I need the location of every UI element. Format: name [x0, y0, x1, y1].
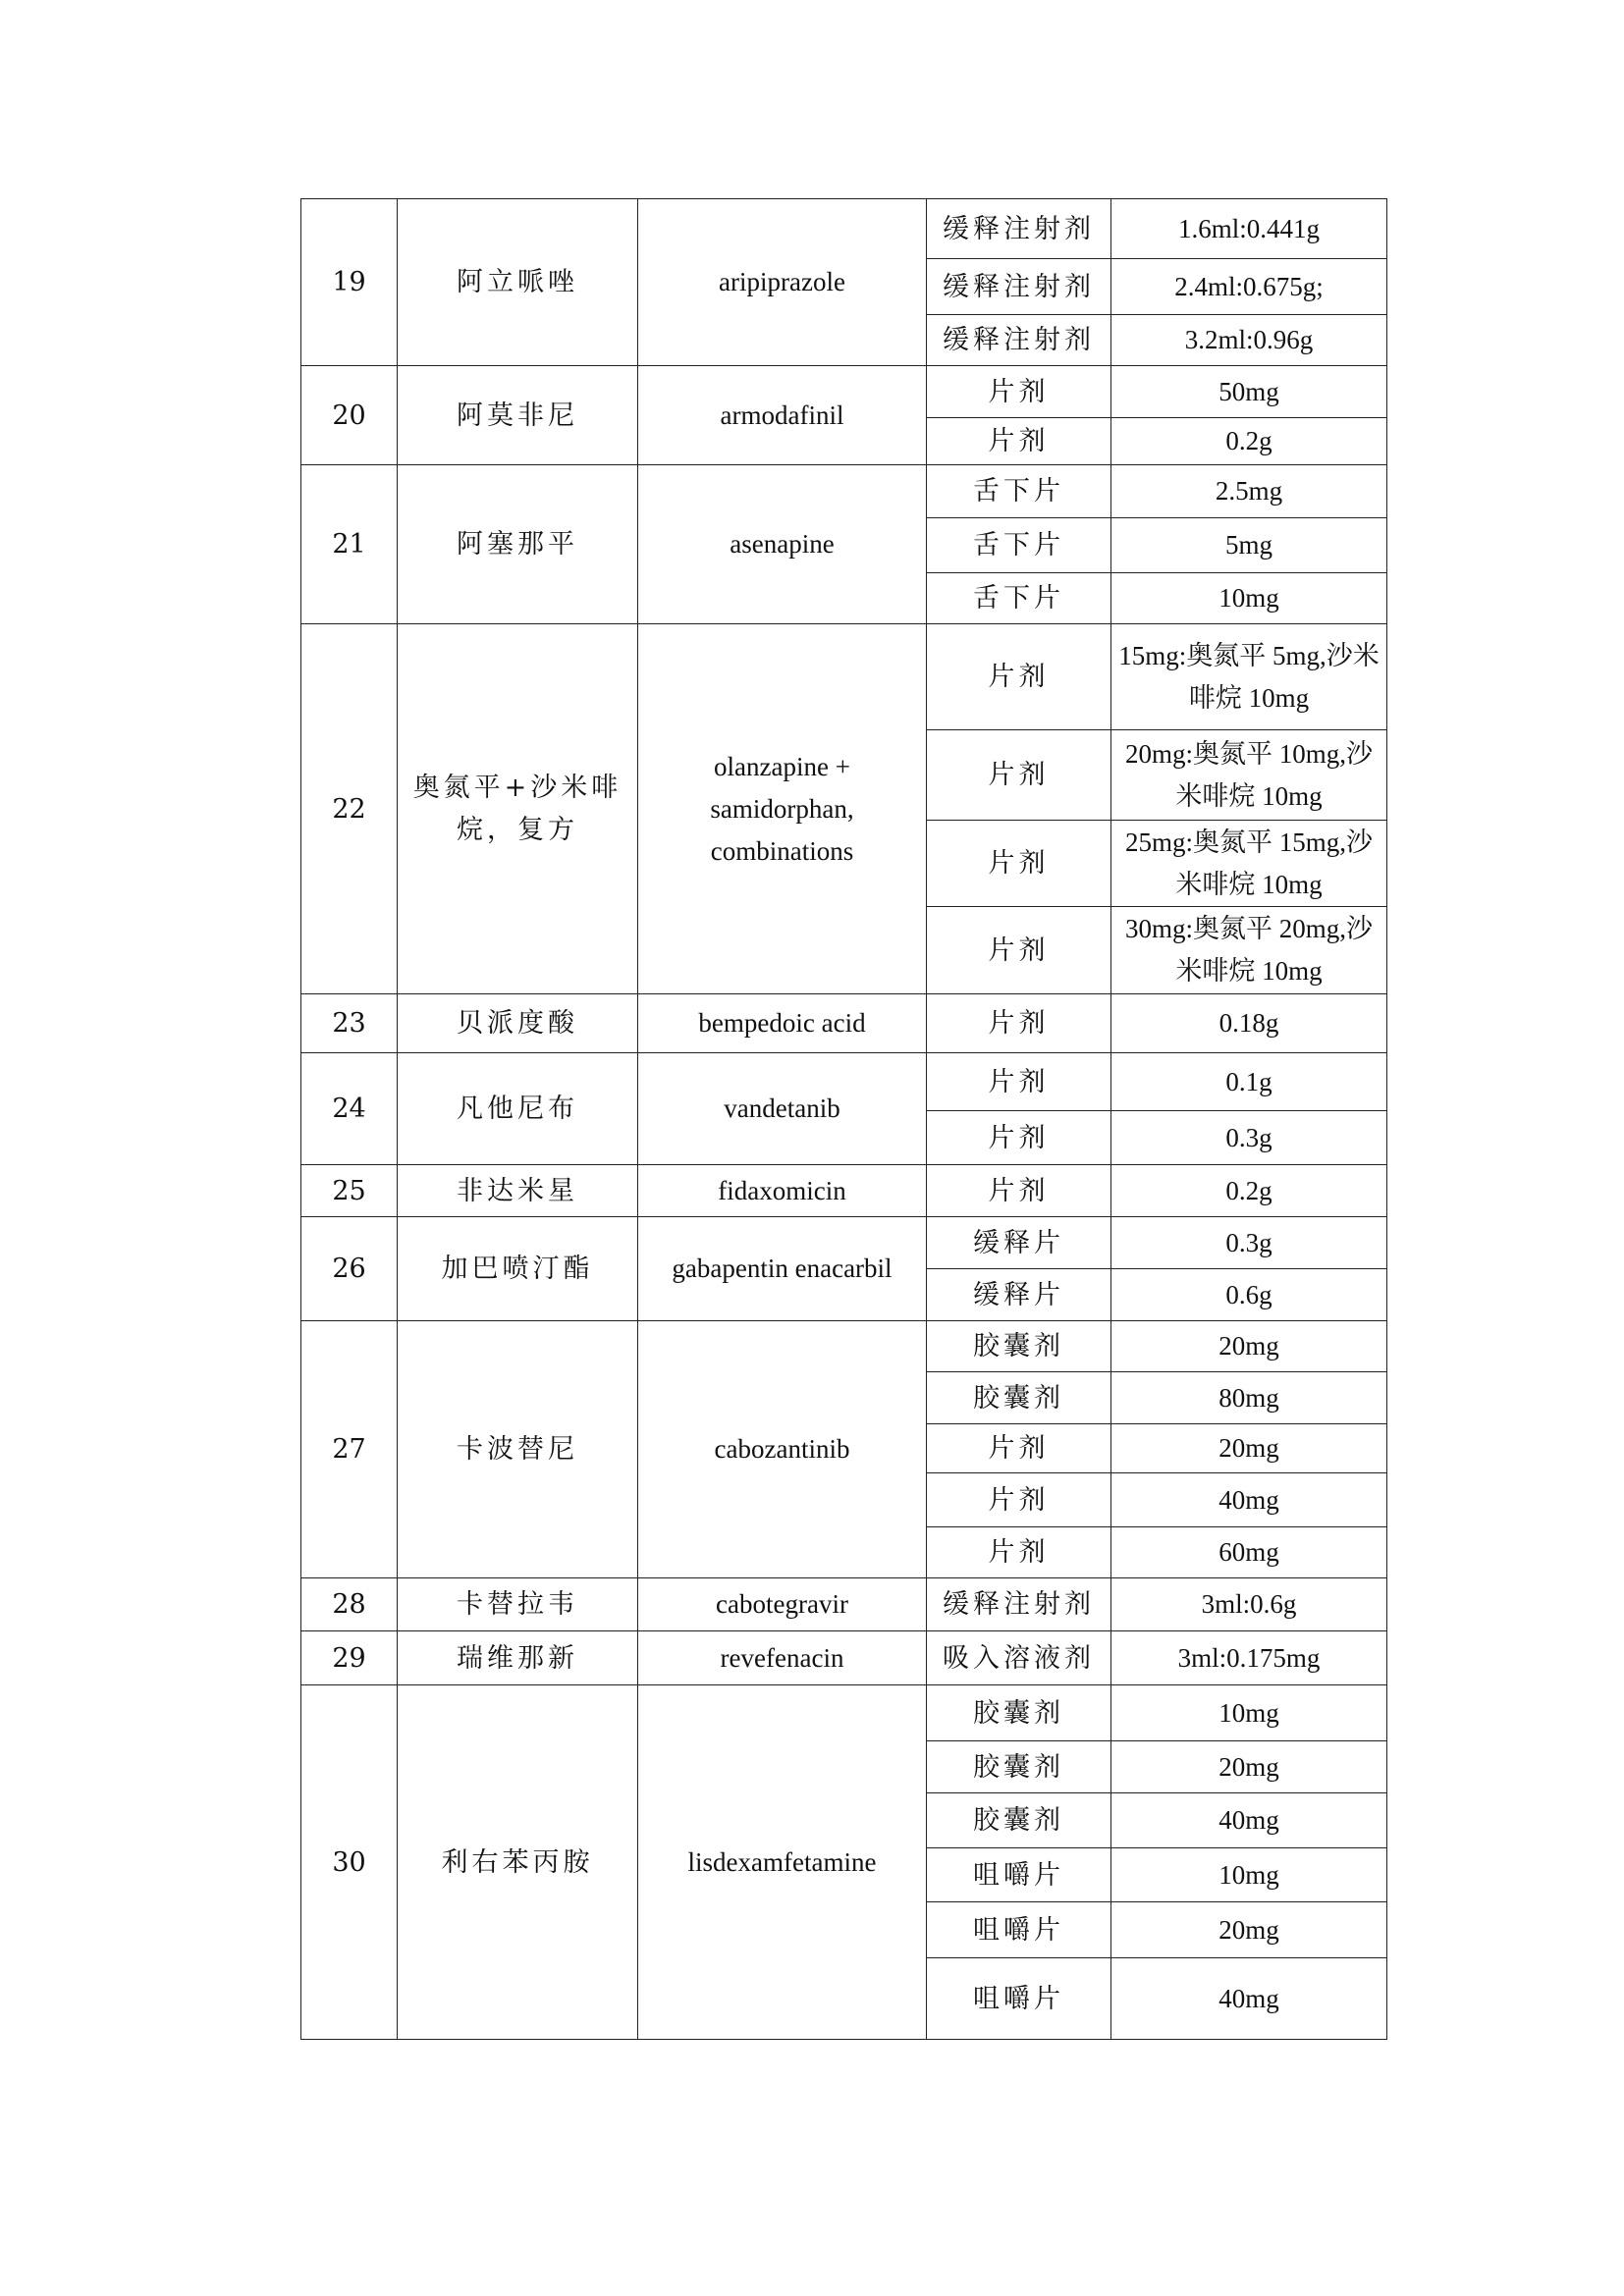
dosage-form: 缓释注射剂 — [927, 199, 1111, 259]
dosage-form: 片剂 — [927, 1473, 1111, 1527]
table-row — [301, 624, 1387, 730]
specification: 3ml:0.6g — [1111, 1578, 1387, 1631]
dosage-form: 胶囊剂 — [927, 1741, 1111, 1793]
specification: 50mg — [1111, 366, 1387, 418]
english-name: armodafinil — [638, 366, 927, 465]
dosage-form: 缓释注射剂 — [927, 1578, 1111, 1631]
specification: 40mg — [1111, 1793, 1387, 1848]
dosage-form: 片剂 — [927, 821, 1111, 907]
dosage-form: 胶囊剂 — [927, 1685, 1111, 1741]
dosage-form: 缓释片 — [927, 1269, 1111, 1321]
specification: 0.3g — [1111, 1111, 1387, 1165]
row-number: 27 — [301, 1321, 398, 1578]
table-row — [301, 465, 1387, 518]
specification: 40mg — [1111, 1473, 1387, 1527]
specification: 20mg — [1111, 1321, 1387, 1372]
table-row — [301, 1631, 1387, 1685]
table-row — [301, 366, 1387, 418]
english-name: aripiprazole — [638, 199, 927, 366]
specification: 10mg — [1111, 1685, 1387, 1741]
dosage-form: 胶囊剂 — [927, 1372, 1111, 1424]
table-row — [301, 1165, 1387, 1217]
english-name: olanzapine + samidorphan, combinations — [638, 624, 927, 994]
specification: 20mg:奥氮平 10mg,沙米啡烷 10mg — [1111, 730, 1387, 821]
dosage-form: 舌下片 — [927, 518, 1111, 573]
specification: 0.1g — [1111, 1053, 1387, 1111]
english-name: cabotegravir — [638, 1578, 927, 1631]
row-number: 25 — [301, 1165, 398, 1217]
drug-table — [300, 198, 1387, 2040]
dosage-form: 片剂 — [927, 1165, 1111, 1217]
specification: 0.6g — [1111, 1269, 1387, 1321]
english-name: gabapentin enacarbil — [638, 1217, 927, 1321]
specification: 10mg — [1111, 573, 1387, 624]
dosage-form: 缓释注射剂 — [927, 315, 1111, 366]
english-name: bempedoic acid — [638, 994, 927, 1053]
table-row — [301, 1321, 1387, 1372]
row-number: 28 — [301, 1578, 398, 1631]
row-number: 30 — [301, 1685, 398, 2040]
chinese-name: 加巴喷汀酯 — [398, 1217, 638, 1321]
specification: 80mg — [1111, 1372, 1387, 1424]
specification: 2.4ml:0.675g; — [1111, 259, 1387, 315]
dosage-form: 片剂 — [927, 1111, 1111, 1165]
row-number: 21 — [301, 465, 398, 624]
chinese-name: 卡替拉韦 — [398, 1578, 638, 1631]
row-number: 29 — [301, 1631, 398, 1685]
english-name: vandetanib — [638, 1053, 927, 1165]
specification: 20mg — [1111, 1741, 1387, 1793]
dosage-form: 片剂 — [927, 994, 1111, 1053]
chinese-name: 贝派度酸 — [398, 994, 638, 1053]
specification: 0.2g — [1111, 418, 1387, 465]
specification: 3ml:0.175mg — [1111, 1631, 1387, 1685]
dosage-form: 咀嚼片 — [927, 1958, 1111, 2040]
english-name: lisdexamfetamine — [638, 1685, 927, 2040]
row-number: 22 — [301, 624, 398, 994]
table-row — [301, 994, 1387, 1053]
table-row — [301, 1217, 1387, 1269]
dosage-form: 咀嚼片 — [927, 1848, 1111, 1902]
dosage-form: 片剂 — [927, 418, 1111, 465]
dosage-form: 片剂 — [927, 1424, 1111, 1473]
dosage-form: 胶囊剂 — [927, 1321, 1111, 1372]
row-number: 19 — [301, 199, 398, 366]
dosage-form: 缓释片 — [927, 1217, 1111, 1269]
specification: 1.6ml:0.441g — [1111, 199, 1387, 259]
table-row — [301, 1685, 1387, 1741]
table-row — [301, 1578, 1387, 1631]
row-number: 24 — [301, 1053, 398, 1165]
specification: 0.18g — [1111, 994, 1387, 1053]
dosage-form: 片剂 — [927, 366, 1111, 418]
chinese-name: 凡他尼布 — [398, 1053, 638, 1165]
english-name: asenapine — [638, 465, 927, 624]
specification: 20mg — [1111, 1902, 1387, 1958]
chinese-name: 利右苯丙胺 — [398, 1685, 638, 2040]
specification: 0.3g — [1111, 1217, 1387, 1269]
specification: 10mg — [1111, 1848, 1387, 1902]
dosage-form: 咀嚼片 — [927, 1902, 1111, 1958]
chinese-name: 阿莫非尼 — [398, 366, 638, 465]
chinese-name: 阿塞那平 — [398, 465, 638, 624]
specification: 15mg:奥氮平 5mg,沙米啡烷 10mg — [1111, 624, 1387, 730]
dosage-form: 吸入溶液剂 — [927, 1631, 1111, 1685]
dosage-form: 胶囊剂 — [927, 1793, 1111, 1848]
dosage-form: 片剂 — [927, 730, 1111, 821]
dosage-form: 舌下片 — [927, 573, 1111, 624]
row-number: 20 — [301, 366, 398, 465]
specification: 60mg — [1111, 1527, 1387, 1578]
specification: 25mg:奥氮平 15mg,沙米啡烷 10mg — [1111, 821, 1387, 907]
specification: 20mg — [1111, 1424, 1387, 1473]
chinese-name: 卡波替尼 — [398, 1321, 638, 1578]
english-name: revefenacin — [638, 1631, 927, 1685]
chinese-name: 阿立哌唑 — [398, 199, 638, 366]
dosage-form: 缓释注射剂 — [927, 259, 1111, 315]
specification: 2.5mg — [1111, 465, 1387, 518]
row-number: 26 — [301, 1217, 398, 1321]
specification: 3.2ml:0.96g — [1111, 315, 1387, 366]
specification: 30mg:奥氮平 20mg,沙米啡烷 10mg — [1111, 907, 1387, 994]
chinese-name: 非达米星 — [398, 1165, 638, 1217]
english-name: fidaxomicin — [638, 1165, 927, 1217]
table-row — [301, 1053, 1387, 1111]
specification: 5mg — [1111, 518, 1387, 573]
english-name: cabozantinib — [638, 1321, 927, 1578]
table-body — [301, 199, 1387, 2040]
specification: 0.2g — [1111, 1165, 1387, 1217]
dosage-form: 片剂 — [927, 1053, 1111, 1111]
dosage-form: 舌下片 — [927, 465, 1111, 518]
table-row — [301, 199, 1387, 259]
row-number: 23 — [301, 994, 398, 1053]
dosage-form: 片剂 — [927, 624, 1111, 730]
chinese-name: 瑞维那新 — [398, 1631, 638, 1685]
dosage-form: 片剂 — [927, 907, 1111, 994]
specification: 40mg — [1111, 1958, 1387, 2040]
chinese-name: 奥氮平+沙米啡烷，复方 — [398, 624, 638, 994]
dosage-form: 片剂 — [927, 1527, 1111, 1578]
